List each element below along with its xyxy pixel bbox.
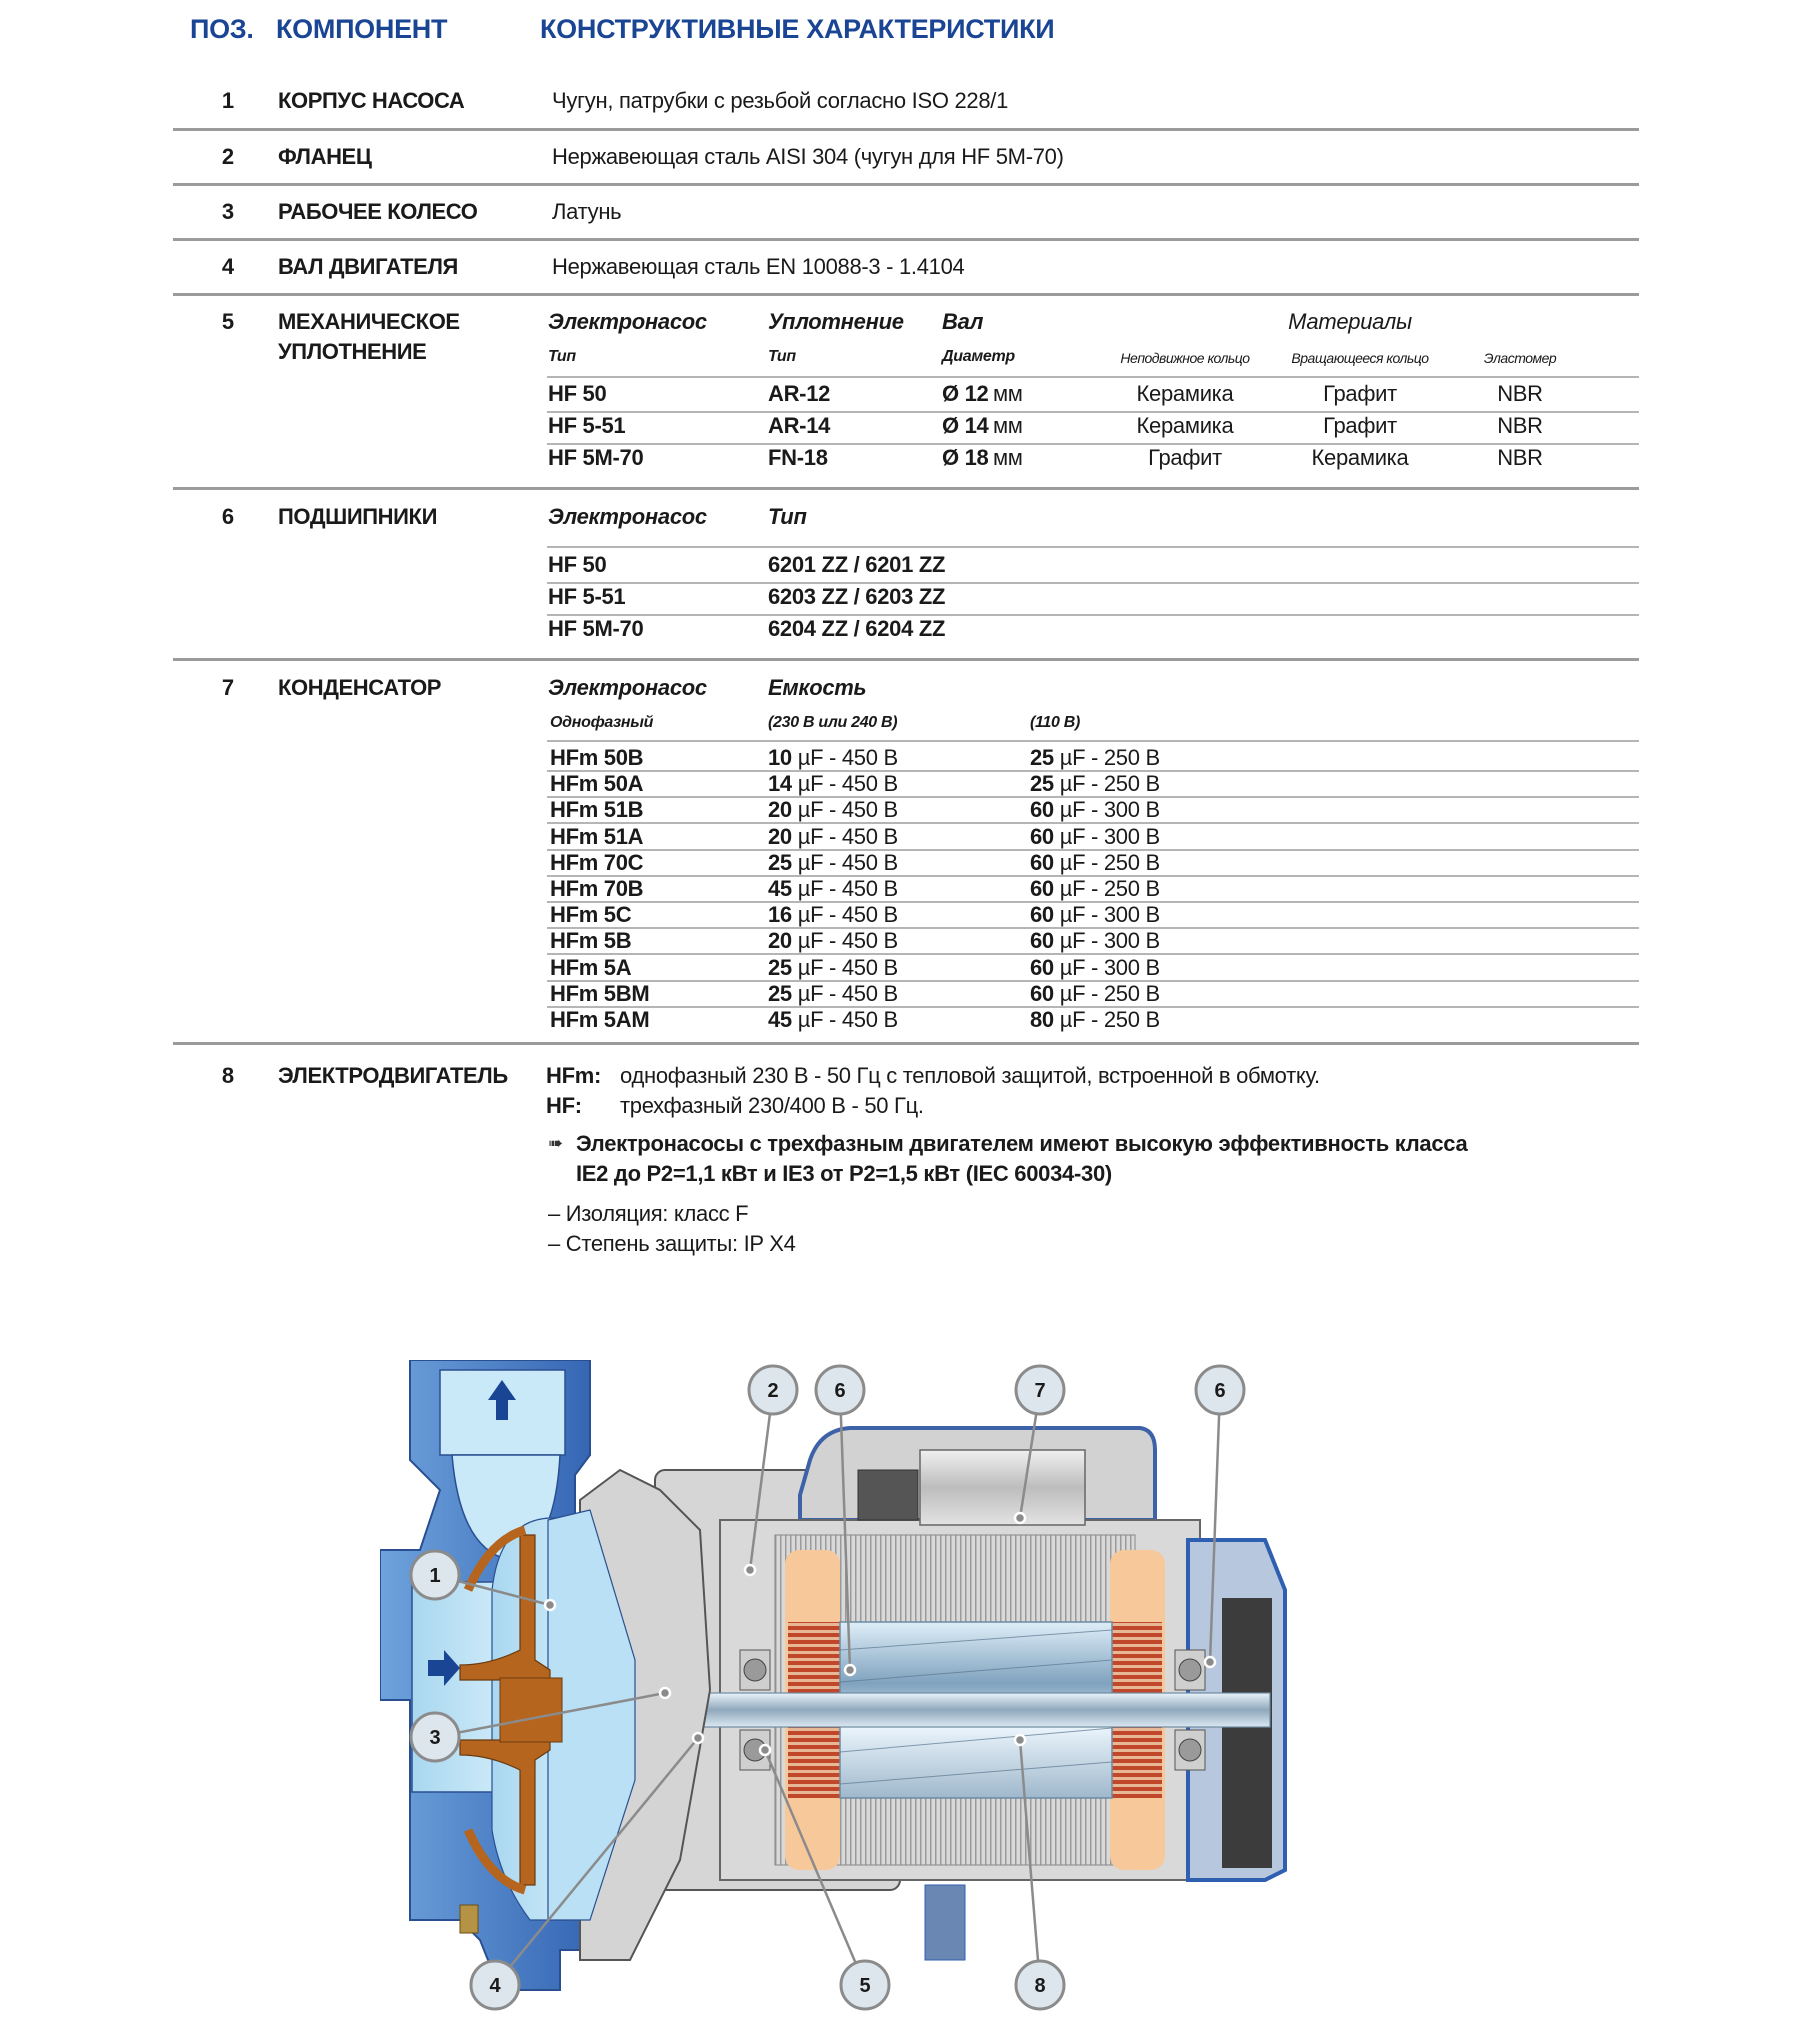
- row-pos: 8: [221, 1063, 235, 1088]
- capacitor-pump: HFm 5B: [550, 928, 632, 953]
- seal-rotating: Графит: [1323, 413, 1397, 438]
- bearings-header-pump: Электронасос: [548, 504, 707, 529]
- drain-plug: [460, 1905, 478, 1933]
- capacitor-230v: 45 µF - 450 В: [768, 1007, 898, 1032]
- capacitor-header-pump: Электронасос: [548, 675, 707, 700]
- bearings-header-type: Тип: [768, 504, 807, 529]
- motor-hfm-text: однофазный 230 В - 50 Гц с тепловой защитой, встроенной в обмотку.: [620, 1063, 1320, 1088]
- motor-hf-text: трехфазный 230/400 В - 50 Гц.: [620, 1093, 924, 1118]
- capacitor-110v: 80 µF - 250 В: [1030, 1007, 1160, 1032]
- leader-dot: [760, 1745, 770, 1755]
- header-pos: ПОЗ.: [190, 14, 254, 44]
- fan: [1222, 1598, 1272, 1868]
- capacitor-sub-110: (110 В): [1030, 714, 1081, 731]
- row-component: ПОДШИПНИКИ: [278, 504, 437, 529]
- capacitor-230v: 20 µF - 450 В: [768, 928, 898, 953]
- seal-diameter: Ø 12 мм: [942, 381, 1023, 406]
- row-separator: [173, 293, 1639, 296]
- header-characteristics: КОНСТРУКТИВНЫЕ ХАРАКТЕРИСТИКИ: [540, 14, 1055, 44]
- seal-sub-pump: Тип: [548, 348, 576, 365]
- motor-foot: [925, 1885, 965, 1960]
- row-component: ВАЛ ДВИГАТЕЛЯ: [278, 254, 458, 279]
- row-pos: 1: [221, 88, 235, 113]
- bearing-pump: HF 5-51: [548, 584, 626, 609]
- capacitor-110v: 60 µF - 300 В: [1030, 797, 1160, 822]
- callout-number: 3: [429, 1727, 441, 1749]
- seal-header-seal: Уплотнение: [768, 309, 904, 334]
- row-component: ФЛАНЕЦ: [278, 144, 372, 169]
- capacitor-pump: HFm 50B: [550, 745, 644, 770]
- capacitor-230v: 20 µF - 450 В: [768, 797, 898, 822]
- row-pos: 4: [221, 254, 235, 279]
- row-divider: [547, 582, 1639, 584]
- capacitor-header-line: [547, 740, 1639, 742]
- row-separator: [173, 658, 1639, 661]
- leader-dot: [660, 1688, 670, 1698]
- capacitor-header-capacity: Емкость: [768, 675, 867, 700]
- capacitor-110v: 60 µF - 250 В: [1030, 876, 1160, 901]
- bearing-type: 6203 ZZ / 6203 ZZ: [768, 584, 946, 609]
- seal-sub-elastomer: Эластомер: [1483, 350, 1557, 366]
- callout-number: 4: [489, 1975, 501, 1997]
- motor-insulation: – Изоляция: класс F: [548, 1201, 749, 1226]
- seal-type: AR-14: [768, 413, 831, 438]
- capacitor-110v: 60 µF - 250 В: [1030, 981, 1160, 1006]
- capacitor-230v: 25 µF - 450 В: [768, 955, 898, 980]
- row-description: Латунь: [552, 199, 622, 224]
- bearing-pump: HF 5M-70: [548, 616, 644, 641]
- seal-header-line: [547, 376, 1639, 378]
- seal-sub-seal: Тип: [768, 348, 796, 365]
- leader-dot: [1015, 1513, 1025, 1523]
- seal-rotating: Керамика: [1311, 445, 1409, 470]
- capacitor-230v: 25 µF - 450 В: [768, 981, 898, 1006]
- row-component: КОРПУС НАСОСА: [278, 88, 465, 113]
- capacitor-110v: 60 µF - 250 В: [1030, 850, 1160, 875]
- seal-type: AR-12: [768, 381, 831, 406]
- capacitor-pump: HFm 70B: [550, 876, 644, 901]
- callout-number: 6: [1214, 1380, 1226, 1402]
- capacitor-pump: HFm 5AM: [550, 1007, 650, 1032]
- row-description: Нержавеющая сталь EN 10088-3 - 1.4104: [552, 254, 965, 279]
- seal-sub-rotating: Вращающееся кольцо: [1291, 350, 1429, 366]
- capacitor-110v: 60 µF - 300 В: [1030, 955, 1160, 980]
- capacitor-230v: 45 µF - 450 В: [768, 876, 898, 901]
- row-pos: 7: [221, 675, 235, 700]
- seal-header-pump: Электронасос: [548, 309, 707, 334]
- seal-diameter: Ø 14 мм: [942, 413, 1023, 438]
- seal-stationary: Керамика: [1136, 413, 1234, 438]
- capacitor-230v: 25 µF - 450 В: [768, 850, 898, 875]
- seal-header-shaft: Вал: [942, 309, 984, 334]
- arrow-bullet-icon: ➠: [548, 1133, 564, 1153]
- row-pos: 5: [221, 309, 235, 334]
- row-separator: [173, 238, 1639, 241]
- seal-header-materials: Материалы: [1288, 309, 1412, 334]
- motor-efficiency-note-line1: Электронасосы с трехфазным двигателем имеют высокую эффективность класса: [576, 1131, 1468, 1156]
- capacitor-230v: 20 µF - 450 В: [768, 824, 898, 849]
- motor-hf-label: HF:: [546, 1093, 582, 1118]
- callout-number: 8: [1034, 1975, 1046, 1997]
- row-component: КОНДЕНСАТОР: [278, 675, 442, 700]
- bearings-header-line: [547, 546, 1639, 548]
- row-pos: 3: [221, 199, 235, 224]
- row-separator: [173, 487, 1639, 490]
- capacitor-230v: 14 µF - 450 В: [768, 771, 898, 796]
- seal-stationary: Керамика: [1136, 381, 1234, 406]
- row-separator: [173, 1042, 1639, 1045]
- capacitor-110v: 60 µF - 300 В: [1030, 902, 1160, 927]
- capacitor-110v: 25 µF - 250 В: [1030, 745, 1160, 770]
- capacitor-110v: 60 µF - 300 В: [1030, 824, 1160, 849]
- header-component: КОМПОНЕНТ: [276, 14, 448, 44]
- capacitor-110v: 60 µF - 300 В: [1030, 928, 1160, 953]
- seal-rotating: Графит: [1323, 381, 1397, 406]
- seal-diameter: Ø 18 мм: [942, 445, 1023, 470]
- capacitor-part: [920, 1450, 1085, 1525]
- callout-number: 7: [1034, 1380, 1046, 1402]
- seal-pump: HF 5M-70: [548, 445, 644, 470]
- motor-hfm-label: HFm:: [546, 1063, 602, 1088]
- row-description: Чугун, патрубки с резьбой согласно ISO 228/1: [552, 88, 1009, 113]
- leader-dot: [1015, 1735, 1025, 1745]
- capacitor-pump: HFm 5C: [550, 902, 632, 927]
- seal-elastomer: NBR: [1497, 381, 1543, 406]
- leader-dot: [1205, 1657, 1215, 1667]
- row-component: РАБОЧЕЕ КОЛЕСО: [278, 199, 478, 224]
- row-component-line1: МЕХАНИЧЕСКОЕ: [278, 309, 460, 334]
- row-pos: 6: [221, 504, 235, 529]
- seal-sub-stationary: Неподвижное кольцо: [1120, 350, 1250, 366]
- seal-pump: HF 50: [548, 381, 607, 406]
- motor-efficiency-note-line2: IE2 до P2=1,1 кВт и IE3 от P2=1,5 кВт (IEC 60034-30): [576, 1161, 1112, 1186]
- capacitor-230v: 10 µF - 450 В: [768, 745, 898, 770]
- terminal-block: [858, 1470, 918, 1520]
- capacitor-pump: HFm 5A: [550, 955, 632, 980]
- callout-number: 6: [834, 1380, 846, 1402]
- seal-elastomer: NBR: [1497, 445, 1543, 470]
- capacitor-sub-230: (230 В или 240 В): [768, 714, 898, 731]
- callout-number: 2: [767, 1380, 779, 1402]
- leader-dot: [745, 1565, 755, 1575]
- bearing-type: 6204 ZZ / 6204 ZZ: [768, 616, 946, 641]
- capacitor-pump: HFm 5BM: [550, 981, 650, 1006]
- leader-dot: [845, 1665, 855, 1675]
- motor-protection: – Степень защиты: IP X4: [548, 1231, 796, 1256]
- row-separator: [173, 128, 1639, 131]
- row-component-line2: УПЛОТНЕНИЕ: [278, 339, 427, 364]
- seal-sub-shaft: Диаметр: [942, 348, 1015, 365]
- capacitor-110v: 25 µF - 250 В: [1030, 771, 1160, 796]
- pump-cross-section-diagram: [380, 1360, 1340, 2040]
- seal-type: FN-18: [768, 445, 828, 470]
- row-separator: [173, 183, 1639, 186]
- callout-number: 1: [429, 1565, 441, 1587]
- leader-dot: [545, 1600, 555, 1610]
- capacitor-pump: HFm 51B: [550, 797, 644, 822]
- capacitor-sub-pump: Однофазный: [550, 714, 654, 731]
- row-divider: [547, 614, 1639, 616]
- seal-elastomer: NBR: [1497, 413, 1543, 438]
- bearing-type: 6201 ZZ / 6201 ZZ: [768, 552, 946, 577]
- capacitor-pump: HFm 50A: [550, 771, 644, 796]
- capacitor-pump: HFm 51A: [550, 824, 644, 849]
- seal-stationary: Графит: [1148, 445, 1222, 470]
- bearing-pump: HF 50: [548, 552, 607, 577]
- row-pos: 2: [221, 144, 235, 169]
- capacitor-230v: 16 µF - 450 В: [768, 902, 898, 927]
- seal-pump: HF 5-51: [548, 413, 626, 438]
- row-component: ЭЛЕКТРОДВИГАТЕЛЬ: [278, 1063, 508, 1088]
- leader-dot: [693, 1733, 703, 1743]
- row-description: Нержавеющая сталь AISI 304 (чугун для HF 5M-70): [552, 144, 1064, 169]
- capacitor-pump: HFm 70C: [550, 850, 644, 875]
- callout-number: 5: [859, 1975, 871, 1997]
